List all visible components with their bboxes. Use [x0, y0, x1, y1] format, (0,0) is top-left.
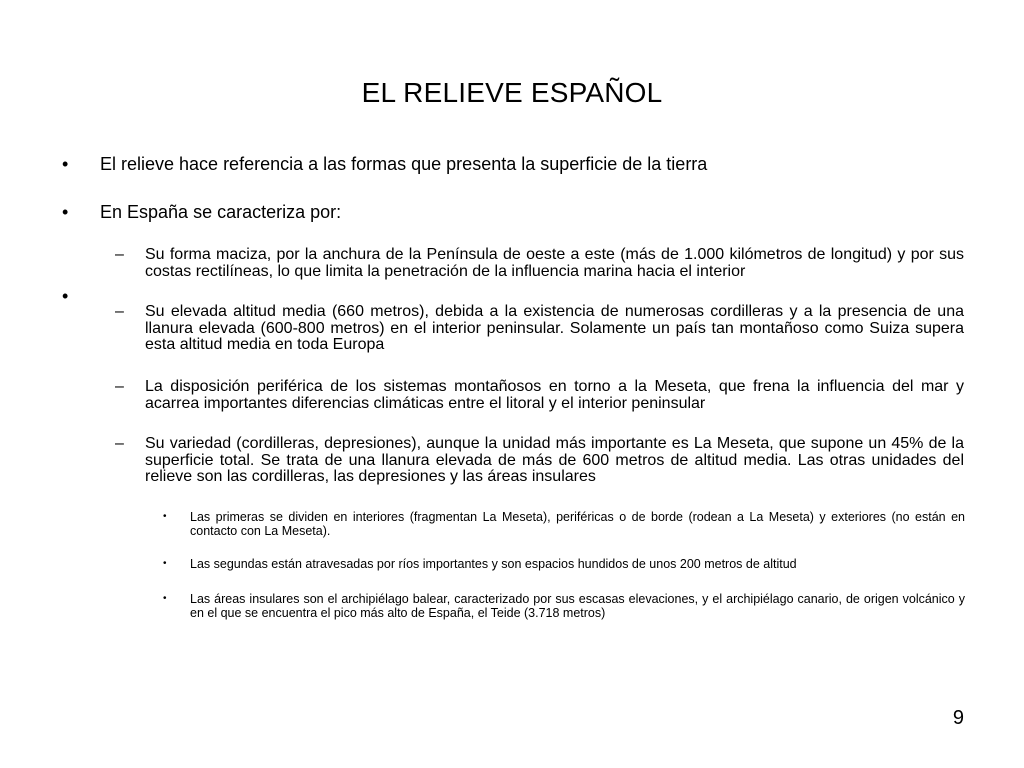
- small-bullet-marker: •: [163, 593, 167, 604]
- sub-item-text: Su variedad (cordilleras, depresiones), aunque la unidad más importante es La Meseta, que supone un 45% de la superficie total. Se trata de una llanura elevada de más de 600 metros de altitud media. Las otras unidades del relieve son las cordilleras, las depresiones y las áreas insulares: [145, 435, 964, 485]
- sub-item: [115, 378, 964, 412]
- dash-marker: –: [115, 435, 124, 452]
- dash-marker: –: [115, 378, 124, 395]
- bullet-item: [62, 153, 980, 175]
- sub-sub-item-text: Las primeras se dividen en interiores (fragmentan La Meseta), periféricas o de borde (rodean a La Meseta) y exteriores (no están en contacto con La Meseta).: [190, 510, 965, 538]
- sub-item-text: La disposición periférica de los sistemas montañosos en torno a la Meseta, que frena la influencia del mar y acarrea importantes diferencias climáticas entre el litoral y el interior peninsular: [145, 378, 964, 412]
- sub-sub-item: [163, 510, 965, 538]
- sub-item-text: Su elevada altitud media (660 metros), debida a la existencia de numerosas cordilleras y a la presencia de una llanura elevada (600-800 metros) en el interior peninsular. Solamente un país tan montañoso como Suiza supera esta altitud media en toda Europa: [145, 303, 964, 353]
- sub-item-text: Su forma maciza, por la anchura de la Península de oeste a este (más de 1.000 kilómetros de longitud) y por sus costas rectilíneas, lo que limita la penetración de la influencia marina hacia el interior: [145, 246, 964, 280]
- dash-marker: –: [115, 246, 124, 263]
- sub-sub-item-text: Las segundas están atravesadas por ríos importantes y son espacios hundidos de unos 200 metros de altitud: [190, 557, 797, 571]
- small-bullet-marker: •: [163, 511, 167, 522]
- bullet-text: El relieve hace referencia a las formas que presenta la superficie de la tierra: [100, 154, 708, 174]
- bullet-item: [62, 201, 980, 223]
- empty-bullet: •: [62, 286, 69, 306]
- slide-title: EL RELIEVE ESPAÑOL: [361, 77, 663, 108]
- sub-sub-item: [163, 557, 965, 571]
- sub-item: [115, 246, 964, 280]
- page-number: 9: [952, 707, 964, 729]
- sub-item: [115, 303, 964, 354]
- sub-sub-item: [163, 592, 965, 620]
- sub-sub-item-text: Las áreas insulares son el archipiélago balear, caracterizado por sus escasas elevaciones, y el archipiélago canario, de origen volcánico y en el que se encuentra el pico más alto de España, el Teide (3.718 metros): [190, 592, 965, 620]
- bullet-text: En España se caracteriza por:: [100, 202, 342, 222]
- sub-item: [115, 435, 964, 486]
- small-bullet-marker: •: [163, 558, 167, 569]
- bullet-marker: •: [62, 202, 69, 222]
- dash-marker: –: [115, 303, 124, 320]
- bullet-marker: •: [62, 154, 69, 174]
